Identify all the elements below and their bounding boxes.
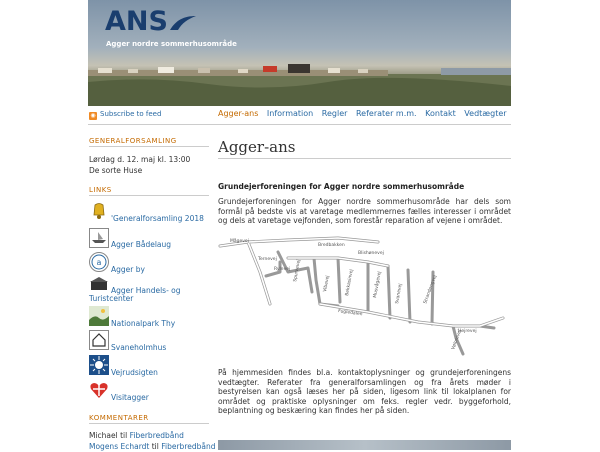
landscape-image [88,60,511,106]
map-label: Vibevej [323,275,331,293]
map-label: Musvågevej [373,271,383,299]
site-tagline: Agger nordre sommerhusområde [106,40,237,48]
weather-icon [89,355,109,375]
link-label: Agger Handels- og [111,286,181,295]
article-paragraph-1: Grundejerforeningen for Agger nordre sommerhusområde har dels som formål på bedste vis at varetage medlemmernes fælles interesser i området og dels at varetage vejfonden, som forestår reparation af vejene i området. [218,197,511,226]
subscribe-feed-label: Subscribe to feed [100,110,162,118]
nav-referater[interactable]: Referater m.m. [355,109,417,118]
comment-post-link[interactable]: Fiberbredbånd [129,431,184,440]
article-subheading: Grundejerforeningen for Agger nordre sommerhusområde [218,182,465,191]
title-divider [218,158,511,159]
rss-icon: ◉ [90,112,96,119]
comment-post-link[interactable]: Fiberbredbånd [161,442,216,451]
bell-icon [89,201,109,221]
svg-text:a: a [96,258,102,267]
heart-icon [89,380,109,400]
nav-agger-ans[interactable]: Agger-ans [218,109,259,118]
map-label: Vølorevej [451,329,464,351]
comment-sep: til [149,442,162,451]
comment-author-link[interactable]: Mogens Echardt [89,442,150,451]
bottom-photo [218,440,511,450]
generalforsamling-date: Lørdag d. 12. maj kl. 13:00 [89,155,191,164]
comments-heading: KOMMENTARER [89,414,209,424]
article-paragraph-2: På hjemmesiden findes bl.a. kontaktoplysninger og grundejerforeningens vedtægter. Referater fra generalforsamlingen og fra årets møder i bestyrelsen kan også læses her på siden, ligesom link til lokalplanen for området og praktiske oplysninger om feks. regler vedr. byggeforhold, beplantning og beskæring kan findes her på siden. [218,368,511,416]
bird-logo-icon [168,14,198,32]
map-label: Spurvevej [293,259,302,283]
page-title: Agger-ans [218,138,296,156]
sidebar-links [89,186,209,196]
nav-kontakt[interactable]: Kontakt [425,109,456,118]
link-label: Svaneholmhus [111,343,167,352]
sea-strip [441,68,511,75]
map-label: Blishønevej [358,251,384,256]
generalforsamling-place: De sorte Huse [89,166,143,175]
map-label: Bekkasinvej [345,269,355,297]
nav-vedtaegter[interactable]: Vedtægter [464,109,507,118]
generalforsamling-heading: GENERALFORSAMLING [89,137,209,147]
park-icon [89,306,109,326]
house-icon [89,330,109,350]
map-label: Svanevej [395,283,404,305]
site-logo[interactable]: ANS [105,6,168,37]
link-label: Agger by [111,265,145,274]
boat-icon [89,228,109,248]
header-banner [88,0,511,106]
map-label: Ternevej [258,257,277,262]
links-heading: LINKS [89,186,209,196]
comment-sep: til [117,431,130,440]
link-label: Nationalpark Thy [111,319,176,328]
link-label-2: Turistcenter [89,294,134,303]
comment-item [89,430,209,441]
map-label: Rylevej [274,267,291,272]
top-navigation [218,109,513,118]
nav-regler[interactable]: Regler [321,109,348,118]
map-label: Hejrevej [458,329,477,334]
sidebar-generalforsamling [89,137,209,176]
town-icon [89,252,109,272]
comment-item [89,441,216,452]
map-label: Fugledalen [337,309,363,318]
map-label: Bredbakken [318,243,345,248]
sidebar-comments [89,414,216,452]
road-map-image [218,232,511,360]
comment-author: Michael [89,431,118,440]
link-label: Agger Bådelaug [111,240,172,249]
map-label: Strandengvej [423,274,439,305]
map-label: Mågevej [230,239,249,244]
nav-information[interactable]: Information [266,109,314,118]
link-label: Vejrudsigten [111,368,158,377]
link-label: Visitagger [111,393,149,402]
subscribe-feed-link[interactable] [89,110,161,120]
nav-divider [88,124,511,125]
link-label: 'Generalforsamling 2018 [111,214,204,223]
